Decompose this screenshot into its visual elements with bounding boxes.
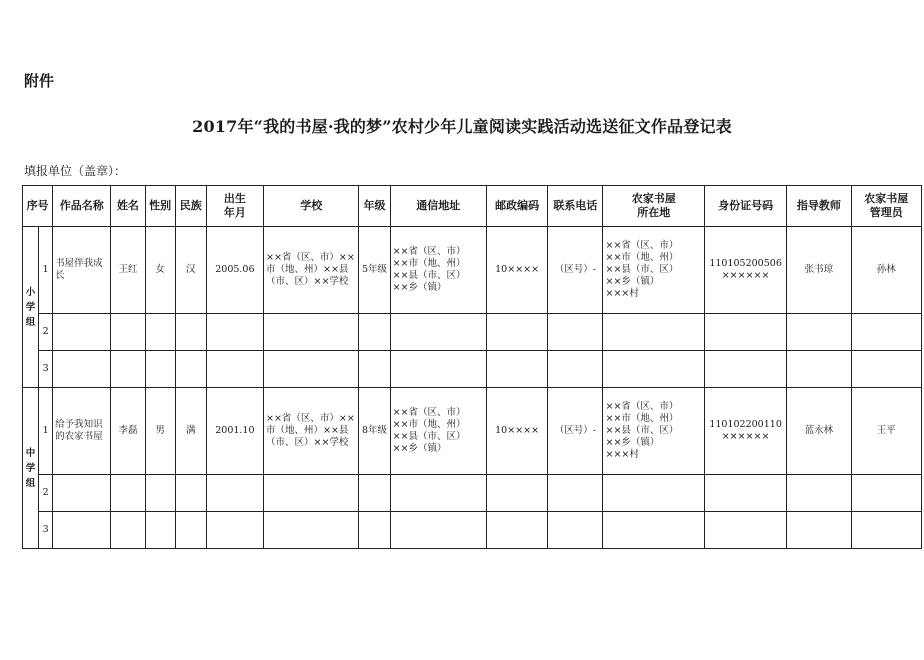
cell-birth: 2005.06 — [206, 227, 263, 314]
empty-cell — [851, 351, 921, 388]
empty-cell — [548, 351, 603, 388]
empty-cell — [390, 475, 486, 512]
empty-cell — [704, 351, 786, 388]
cell-library: ××省（区、市） ××市（地、州） ××县（市、区） ××乡（镇） ×××村 — [603, 388, 704, 475]
row-number: 3 — [39, 351, 53, 388]
empty-cell — [486, 512, 547, 549]
col-header-name: 姓名 — [111, 186, 145, 227]
cell-work: 给予我知识的农家书屋 — [53, 388, 111, 475]
empty-cell — [145, 512, 175, 549]
cell-address: ××省（区、市） ××市（地、州） ××县（市、区） ××乡（镇） — [390, 388, 486, 475]
empty-cell — [206, 314, 263, 351]
cell-school: ××省（区、市）××市（地、州）××县（市、区）××学校 — [264, 388, 359, 475]
table-row — [23, 351, 922, 388]
cell-grade: 8年级 — [359, 388, 390, 475]
empty-cell — [787, 512, 851, 549]
row-number: 3 — [39, 512, 53, 549]
empty-cell — [851, 512, 921, 549]
empty-cell — [548, 475, 603, 512]
empty-cell — [851, 314, 921, 351]
empty-cell — [787, 475, 851, 512]
cell-ethnicity: 汉 — [175, 227, 206, 314]
cell-manager: 王平 — [851, 388, 921, 475]
row-number: 2 — [39, 475, 53, 512]
empty-cell — [175, 314, 206, 351]
col-header-address: 通信地址 — [390, 186, 486, 227]
cell-teacher: 蓝永林 — [787, 388, 851, 475]
empty-cell — [175, 475, 206, 512]
col-header-teacher: 指导教师 — [787, 186, 851, 227]
col-header-grade: 年级 — [359, 186, 390, 227]
col-header-library: 农家书屋 所在地 — [603, 186, 704, 227]
cell-birth: 2001.10 — [206, 388, 263, 475]
table-row — [23, 314, 922, 351]
cell-name: 李磊 — [111, 388, 145, 475]
empty-cell — [264, 512, 359, 549]
table-row — [23, 388, 922, 475]
empty-cell — [603, 475, 704, 512]
empty-cell — [111, 475, 145, 512]
empty-cell — [359, 512, 390, 549]
empty-cell — [787, 351, 851, 388]
empty-cell — [390, 512, 486, 549]
col-header-birth: 出生 年月 — [206, 186, 263, 227]
table-header-row — [23, 186, 922, 227]
empty-cell — [359, 351, 390, 388]
empty-cell — [486, 314, 547, 351]
col-header-ethnicity: 民族 — [175, 186, 206, 227]
empty-cell — [53, 314, 111, 351]
empty-cell — [603, 314, 704, 351]
empty-cell — [53, 475, 111, 512]
cell-school: ××省（区、市）××市（地、州）××县（市、区）××学校 — [264, 227, 359, 314]
empty-cell — [206, 351, 263, 388]
table-row — [23, 227, 922, 314]
empty-cell — [486, 475, 547, 512]
row-number: 1 — [39, 227, 53, 314]
empty-cell — [704, 512, 786, 549]
filler-unit-label: 填报单位（盖章）： — [24, 164, 127, 178]
cell-postcode: 10×××× — [486, 227, 547, 314]
empty-cell — [390, 314, 486, 351]
empty-cell — [851, 475, 921, 512]
empty-cell — [548, 512, 603, 549]
empty-cell — [111, 314, 145, 351]
cell-id-number: 110102200110 ×××××× — [704, 388, 786, 475]
cell-work: 书屋伴我成长 — [53, 227, 111, 314]
row-number: 1 — [39, 388, 53, 475]
cell-grade: 5年级 — [359, 227, 390, 314]
cell-id-number: 110105200506 ×××××× — [704, 227, 786, 314]
registration-table — [22, 185, 922, 549]
attachment-label: 附件 — [24, 72, 55, 90]
group-label-primary: 小学组 — [23, 227, 39, 388]
empty-cell — [145, 475, 175, 512]
row-number: 2 — [39, 314, 53, 351]
table-row — [23, 512, 922, 549]
table-row — [23, 475, 922, 512]
col-header-manager: 农家书屋 管理员 — [851, 186, 921, 227]
empty-cell — [175, 512, 206, 549]
col-header-gender: 性别 — [145, 186, 175, 227]
col-header-school: 学校 — [264, 186, 359, 227]
cell-gender: 男 — [145, 388, 175, 475]
col-header-no: 序号 — [23, 186, 53, 227]
empty-cell — [603, 512, 704, 549]
cell-library: ××省（区、市） ××市（地、州） ××县（市、区） ××乡（镇） ×××村 — [603, 227, 704, 314]
empty-cell — [548, 314, 603, 351]
empty-cell — [704, 314, 786, 351]
empty-cell — [111, 512, 145, 549]
group-label-secondary: 中学组 — [23, 388, 39, 549]
empty-cell — [53, 512, 111, 549]
empty-cell — [175, 351, 206, 388]
empty-cell — [111, 351, 145, 388]
col-header-work: 作品名称 — [53, 186, 111, 227]
empty-cell — [704, 475, 786, 512]
empty-cell — [264, 351, 359, 388]
cell-address: ××省（区、市） ××市（地、州） ××县（市、区） ××乡（镇） — [390, 227, 486, 314]
empty-cell — [264, 314, 359, 351]
empty-cell — [359, 314, 390, 351]
document-title: 2017年“我的书屋·我的梦”农村少年儿童阅读实践活动选送征文作品登记表 — [192, 117, 732, 136]
empty-cell — [390, 351, 486, 388]
empty-cell — [53, 351, 111, 388]
col-header-phone: 联系电话 — [548, 186, 603, 227]
col-header-postcode: 邮政编码 — [486, 186, 547, 227]
empty-cell — [264, 475, 359, 512]
cell-manager: 孙林 — [851, 227, 921, 314]
col-header-id-number: 身份证号码 — [704, 186, 786, 227]
empty-cell — [359, 475, 390, 512]
cell-gender: 女 — [145, 227, 175, 314]
cell-phone: （区号）- — [548, 388, 603, 475]
cell-name: 王红 — [111, 227, 145, 314]
empty-cell — [206, 512, 263, 549]
cell-phone: （区号）- — [548, 227, 603, 314]
empty-cell — [145, 351, 175, 388]
empty-cell — [486, 351, 547, 388]
empty-cell — [206, 475, 263, 512]
cell-ethnicity: 满 — [175, 388, 206, 475]
empty-cell — [145, 314, 175, 351]
empty-cell — [603, 351, 704, 388]
cell-postcode: 10×××× — [486, 388, 547, 475]
empty-cell — [787, 314, 851, 351]
cell-teacher: 张书琼 — [787, 227, 851, 314]
